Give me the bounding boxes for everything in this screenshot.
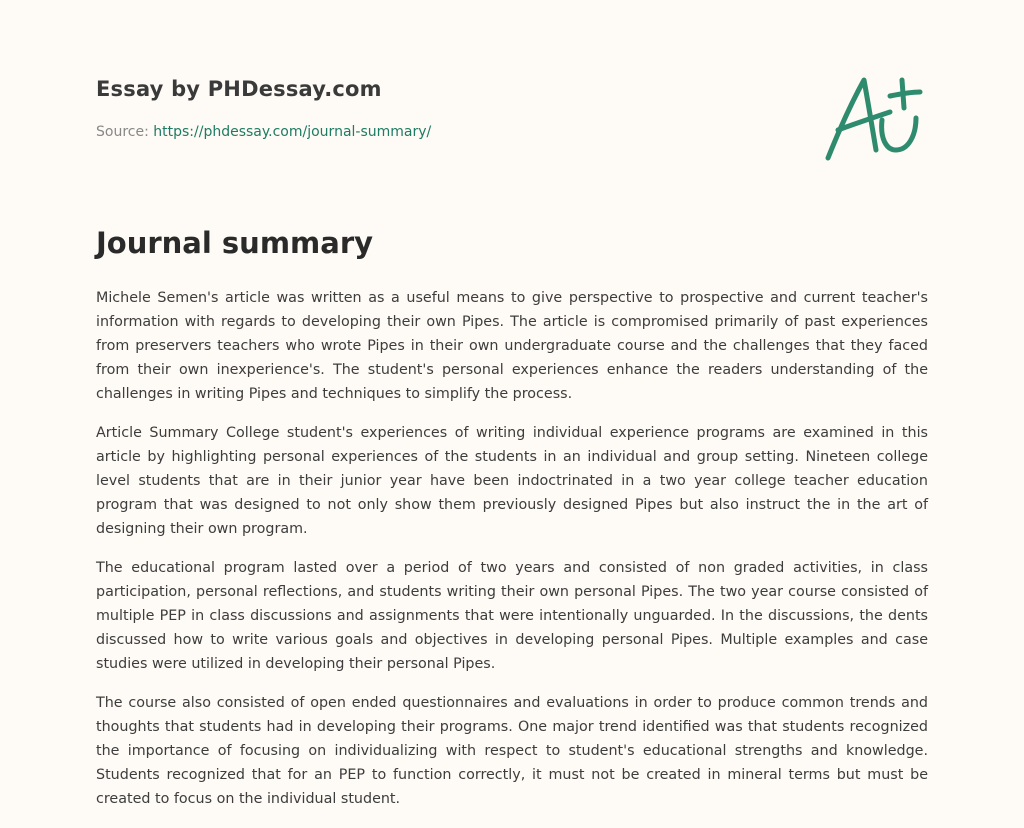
site-brand: Essay by PHDessay.com [96, 77, 382, 101]
article-body [96, 286, 928, 826]
a-plus-grade-icon [820, 68, 930, 164]
article-paragraph: Article Summary College student's experiences of writing individual experience programs are examined in this article by highlighting personal experiences of the students in an individual and group setting. Nineteen college level students that are in their junior year have been indoctrinated in a two year college teacher education program that was designed to not only show them previously designed Pipes but also instruct the in the art of designing their own program. [96, 425, 928, 537]
source-label: Source: [96, 124, 154, 140]
article-title: Journal summary [96, 226, 374, 260]
article-paragraph: Michele Semen's article was written as a useful means to give perspective to prospective and current teacher's information with regards to developing their own Pipes. The article is compromised primarily of past experiences from preservers teachers who wrote Pipes in their own undergraduate course and the challenges that they faced from their own inexperience's. The student's personal experiences enhance the readers understanding of the challenges in writing Pipes and techniques to simplify the process. [96, 290, 928, 402]
article-paragraph: The educational program lasted over a period of two years and consisted of non graded activities, in class participation, personal reflections, and students writing their own personal Pipes. The two year course consisted of multiple PEP in class discussions and assignments that were intentionally unguarded. In the discussions, the dents discussed how to write various goals and objectives in developing personal Pipes. Multiple examples and case studies were utilized in developing their personal Pipes. [96, 560, 928, 672]
source-link[interactable]: https://phdessay.com/journal-summary/ [153, 124, 432, 140]
source-line [96, 124, 431, 140]
article-paragraph: The course also consisted of open ended questionnaires and evaluations in order to produce common trends and thoughts that students had in developing their programs. One major trend identified was that students recognized the importance of focusing on individualizing with respect to student's educational strengths and knowledge. Students recognized that for an PEP to function correctly, it must not be created in mineral terms but must be created to focus on the individual student. [96, 695, 928, 807]
